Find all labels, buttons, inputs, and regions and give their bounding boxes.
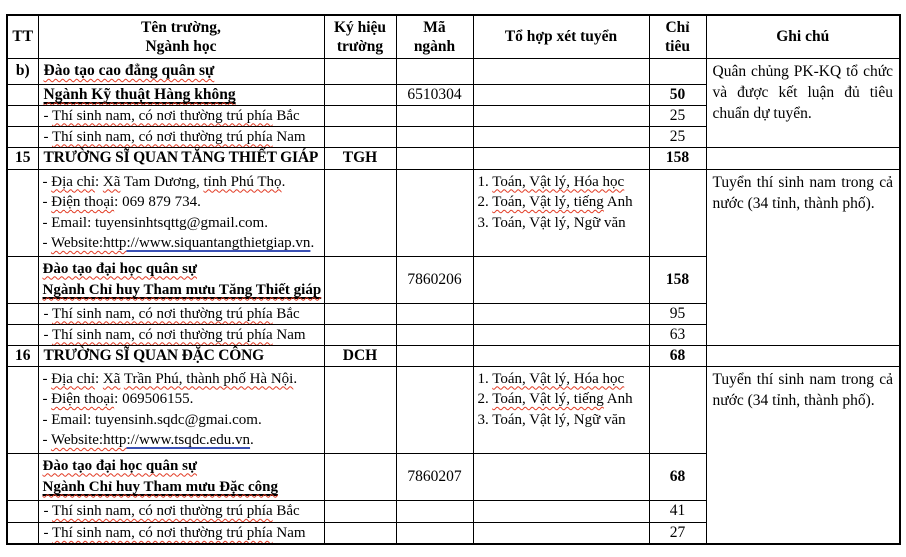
section-b-title: Đào tạo cao đẳng quân sự [43, 62, 215, 79]
candidate-label: Thí sinh nam, có nơi thường trú phía [51, 326, 273, 343]
empty-cell [396, 345, 473, 366]
program-15-cell [38, 256, 324, 303]
major-name-underline [44, 86, 236, 103]
empty-cell [649, 169, 706, 256]
phone-number: : 069 879 734. [114, 194, 201, 210]
phone-label: Điện thoại [51, 194, 115, 210]
region-south: Nam [272, 524, 306, 541]
empty-cell [324, 105, 396, 126]
header-major-line1: Mã [423, 18, 446, 36]
region-north: Bắc [272, 107, 300, 124]
empty-cell [396, 500, 473, 522]
website-link[interactable]: ://www.tsqdc.edu.vn [126, 432, 251, 448]
quota-cell: 50 [649, 84, 706, 105]
empty-cell [473, 147, 649, 169]
header-quota-line2: tiêu [665, 37, 690, 55]
combo-tail: Anh [603, 194, 633, 210]
school-16-name-cell: TRƯỜNG SĨ QUAN ĐẶC CÔNG [38, 345, 324, 366]
empty-cell [324, 58, 396, 84]
program-name-text: Ngành Chỉ huy Tham mưu Tăng Thiết giáp [42, 281, 322, 298]
quota-cell: 25 [649, 105, 706, 126]
school-16-note-cell: Tuyển thí sinh nam trong cả nước (34 tỉnh, thành phố). [706, 366, 900, 544]
candidate-south-cell [38, 126, 324, 147]
phone-number: : 069506155. [114, 391, 194, 407]
empty-cell [473, 324, 649, 345]
tt-cell [7, 500, 38, 522]
header-quota-line1: Chỉ [665, 18, 690, 36]
address-line [43, 369, 320, 390]
section-b-note-cell: Quân chủng PK-KQ tổ chức và được kết luận đủ tiêu chuẩn dự tuyển. [706, 58, 900, 147]
header-major-code [396, 15, 473, 58]
combo-text: 3. Toán, Vật lý, Ngữ văn [477, 411, 626, 428]
empty-cell [396, 105, 473, 126]
website-label: Website:http [50, 432, 127, 448]
address-label: Địa chỉ [51, 370, 95, 387]
empty-cell [473, 58, 649, 84]
candidate-label: Thí sinh nam, có nơi thường trú phía [51, 503, 273, 519]
empty-cell [324, 84, 396, 105]
empty-cell [324, 169, 396, 256]
major-code-cell: 7860207 [396, 453, 473, 500]
candidate-label: Thí sinh nam, có nơi thường trú phía [51, 128, 273, 145]
empty-cell [324, 303, 396, 324]
program-name-underline [43, 479, 278, 495]
empty-cell [324, 522, 396, 544]
row-b-title [7, 58, 900, 84]
combo-2 [478, 389, 645, 410]
combo-3 [478, 213, 645, 234]
header-row [7, 15, 900, 58]
candidate-label: Thí sinh nam, có nơi thường trú phía [51, 107, 273, 124]
dash: - [42, 194, 52, 210]
tt-cell [7, 256, 38, 303]
address-commune: Xã [102, 370, 121, 387]
website-link[interactable]: ://www.siquantangthietgiap.vn [126, 235, 311, 251]
address-label: Địa chỉ [51, 173, 95, 190]
region-south: Nam [272, 128, 306, 145]
quota-cell: 158 [649, 147, 706, 169]
dash: - [42, 235, 51, 251]
dash: - [43, 524, 52, 541]
combo-num: 1. [477, 173, 493, 190]
tt-cell [7, 303, 38, 324]
quota-cell: 25 [649, 126, 706, 147]
empty-cell [396, 303, 473, 324]
dash: - [42, 391, 52, 407]
tt-cell [7, 84, 38, 105]
empty-cell [324, 324, 396, 345]
major-name-cell [38, 84, 324, 105]
major-code-cell: 7860206 [396, 256, 473, 303]
header-code-line2: trường [336, 37, 384, 55]
quota-cell: 158 [649, 256, 706, 303]
address-mid: Tam Dương, [120, 173, 204, 190]
colon: : [94, 173, 103, 190]
tt-cell: 15 [7, 147, 38, 169]
program-title [43, 456, 320, 477]
email-text: Email: tuyensinh.sqdc@gmai.com. [51, 411, 262, 428]
dash: - [43, 128, 52, 145]
empty-cell [324, 453, 396, 500]
address-province: Trần Phú, thành phố Hà Nội [123, 370, 294, 387]
dash: - [42, 370, 52, 387]
candidate-south-cell [38, 522, 324, 544]
school-15-note-cell: Tuyển thí sinh nam trong cả nước (34 tỉnh, thành phố). [706, 169, 900, 345]
combo-text: 3. Toán, Vật lý, Ngữ văn [477, 214, 626, 231]
phone-line [43, 389, 320, 410]
header-quota [649, 15, 706, 58]
tt-cell: 16 [7, 345, 38, 366]
tt-cell [7, 126, 38, 147]
empty-cell [396, 522, 473, 544]
dash: - [42, 173, 52, 190]
header-tt: TT [7, 15, 38, 58]
region-north: Bắc [272, 503, 300, 519]
row-school-15-details [7, 169, 900, 256]
dash: - [42, 214, 52, 231]
address-commune: Xã [102, 173, 121, 190]
combo-num: 2. [477, 391, 493, 407]
program-name-text: Ngành Chỉ huy Tham mưu Đặc công [42, 478, 278, 495]
header-school [38, 15, 324, 58]
header-combo: Tổ hợp xét tuyển [473, 15, 649, 58]
empty-cell [473, 84, 649, 105]
section-b-title-cell [38, 58, 324, 84]
empty-cell [396, 324, 473, 345]
tt-cell [7, 366, 38, 453]
candidate-north-cell [38, 500, 324, 522]
empty-cell [473, 256, 649, 303]
school-15-details-cell [38, 169, 324, 256]
combo-1 [478, 369, 645, 390]
combo-text: Toán, Vật lý, tiếng [492, 391, 604, 407]
empty-cell [473, 522, 649, 544]
dash: - [43, 305, 52, 322]
empty-cell [473, 453, 649, 500]
empty-cell [396, 366, 473, 453]
tt-cell: b) [7, 58, 38, 84]
empty-cell [396, 126, 473, 147]
program-title-text: Đào tạo đại học quân sự [42, 260, 197, 277]
phone-label: Điện thoại [51, 391, 115, 407]
dash: - [43, 107, 52, 124]
combo-num: 1. [477, 370, 493, 387]
combo-1 [478, 172, 645, 193]
empty-cell [396, 147, 473, 169]
header-school-line1: Tên trường, [141, 18, 221, 36]
header-school-code [324, 15, 396, 58]
email-line [43, 213, 320, 234]
candidate-north-cell [38, 303, 324, 324]
empty-cell [473, 303, 649, 324]
combo-text: Toán, Vật lý, tiếng [492, 194, 604, 210]
empty-cell [324, 500, 396, 522]
program-title-text: Đào tạo đại học quân sự [42, 457, 197, 474]
header-note: Ghi chú [706, 15, 900, 58]
dash: - [43, 503, 52, 519]
program-name [43, 477, 320, 498]
combo-2 [478, 192, 645, 213]
address-province: tỉnh Phú Thọ [203, 173, 282, 190]
quota-cell: 63 [649, 324, 706, 345]
header-school-line2: Ngành học [145, 37, 217, 55]
email-line [43, 410, 320, 431]
tt-cell [7, 522, 38, 544]
empty-cell [396, 58, 473, 84]
website-line [43, 233, 320, 254]
tt-cell [7, 105, 38, 126]
empty-cell [473, 126, 649, 147]
school-15-code-cell: TGH [324, 147, 396, 169]
combo-cell [473, 169, 649, 256]
school-16-details-cell [38, 366, 324, 453]
empty-cell [649, 58, 706, 84]
combo-3 [478, 410, 645, 431]
row-school-16-details [7, 366, 900, 453]
row-school-15 [7, 147, 900, 169]
empty-cell [649, 366, 706, 453]
colon: : [94, 370, 103, 387]
school-15-name-cell: TRƯỜNG SĨ QUAN TĂNG THIẾT GIÁP [38, 147, 324, 169]
program-name-underline [43, 282, 322, 298]
candidate-north-cell [38, 105, 324, 126]
combo-cell [473, 366, 649, 453]
dash: - [42, 432, 51, 448]
empty-cell [473, 345, 649, 366]
quota-cell: 41 [649, 500, 706, 522]
dot: . [293, 370, 298, 387]
combo-num: 2. [477, 194, 493, 210]
website-label: Website:http [50, 235, 127, 251]
combo-tail: Anh [603, 391, 633, 407]
empty-cell [324, 126, 396, 147]
row-school-16 [7, 345, 900, 366]
quota-cell: 68 [649, 453, 706, 500]
empty-cell [473, 500, 649, 522]
combo-text: Toán, Vật lý, Hóa học [492, 370, 625, 387]
tt-cell [7, 453, 38, 500]
tt-cell [7, 324, 38, 345]
phone-line [43, 192, 320, 213]
major-name: Ngành Kỹ thuật Hàng không [43, 85, 236, 103]
email-text: Email: tuyensinhtsqttg@gmail.com. [51, 214, 268, 231]
dot: . [310, 235, 315, 251]
tt-cell [7, 169, 38, 256]
candidate-label: Thí sinh nam, có nơi thường trú phía [51, 305, 273, 322]
major-code-cell: 6510304 [396, 84, 473, 105]
candidate-south-cell [38, 324, 324, 345]
header-code-line1: Ký hiệu [333, 18, 387, 36]
dot: . [281, 173, 286, 190]
candidate-label: Thí sinh nam, có nơi thường trú phía [51, 524, 273, 541]
empty-cell [473, 105, 649, 126]
empty-cell [324, 256, 396, 303]
region-south: Nam [272, 326, 306, 343]
quota-cell: 95 [649, 303, 706, 324]
website-line [43, 430, 320, 451]
empty-cell [396, 169, 473, 256]
dash: - [42, 411, 52, 428]
dot: . [250, 432, 254, 448]
header-major-line2: ngành [413, 37, 456, 55]
combo-text: Toán, Vật lý, Hóa học [492, 173, 625, 190]
empty-note-cell [706, 345, 900, 366]
program-16-cell [38, 453, 324, 500]
program-title [43, 259, 320, 280]
dash: - [43, 326, 52, 343]
empty-cell [324, 366, 396, 453]
school-16-code-cell: DCH [324, 345, 396, 366]
address-line [43, 172, 320, 193]
quota-cell: 27 [649, 522, 706, 544]
admission-quota-table [6, 14, 901, 545]
quota-cell: 68 [649, 345, 706, 366]
region-north: Bắc [272, 305, 300, 322]
empty-note-cell [706, 147, 900, 169]
program-name [43, 280, 320, 301]
